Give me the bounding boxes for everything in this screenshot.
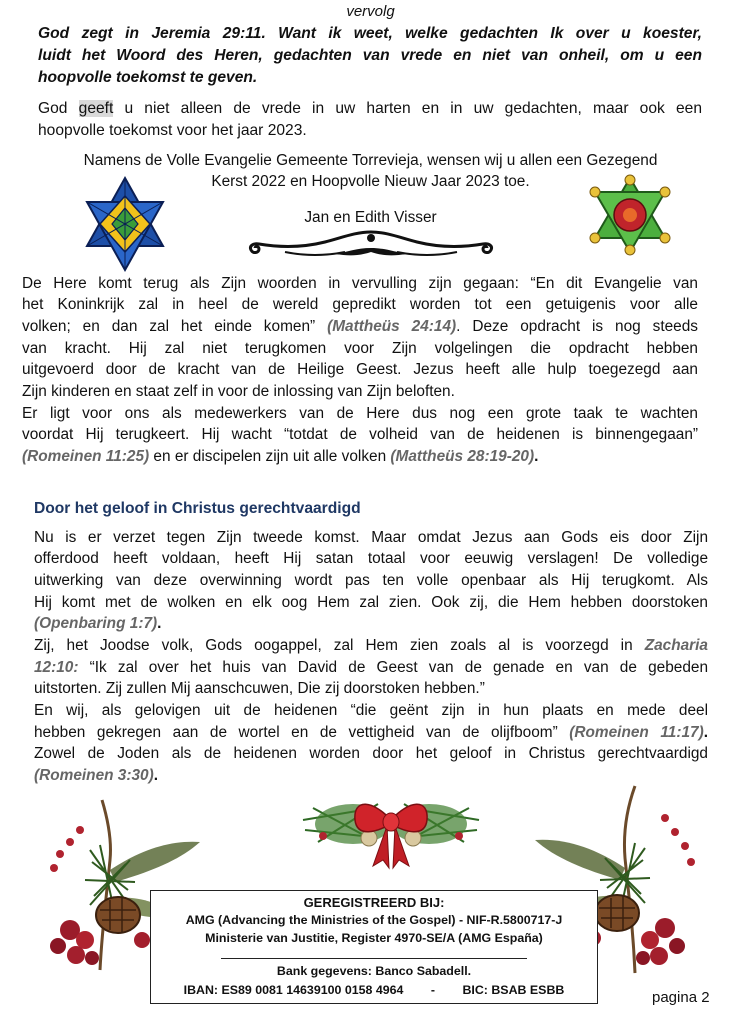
intro-line: luidt het Woord des Heren, gedachten van vrede en niet van onheil, om u een (38, 47, 702, 64)
registration-line: Ministerie van Justitie, Register 4970-SE/A (AMG España) (205, 931, 543, 945)
section2-line: Nu is er verzet tegen Zijn tweede komst. Maar omdat Jezus aan Gods eis door Zijn (34, 529, 708, 546)
intro-paragraph-line: hoopvolle toekomst voor het jaar 2023. (38, 122, 307, 139)
intro-line: hoopvolle toekomst te geven. (38, 69, 258, 86)
registration-title: GEREGISTREERD BIJ: (303, 895, 445, 910)
section2-line: uitwerking van deze overwinning wordt pas ten volle openbaar als Hij terugkomt. Als (34, 572, 708, 589)
text-run: . (157, 615, 162, 632)
text-run: . (153, 767, 159, 784)
bank-separator: - (430, 983, 435, 997)
bank-bic: BIC: BSAB ESBB (462, 983, 565, 997)
registration-line: AMG (Advancing the Ministries of the Gospel) - NIF-R.5800717-J (185, 913, 563, 927)
section2-line: Hij komt met de wolken en elk oog Hem zal zien. Ook zij, die Hem hebben doorstoken (34, 594, 708, 611)
text-run: en er discipelen zijn uit alle volken (149, 448, 391, 465)
signature: Jan en Edith Visser (304, 209, 437, 226)
text-run: “Ik zal over het huis van David de Geest van de genade en van de gebeden (78, 659, 708, 676)
section1-line (22, 447, 538, 467)
section1-line: Er ligt voor ons als medewerkers van de Here dus nog een grote taak te wachten (22, 405, 698, 422)
section2-line: En wij, als gelovigen uit de heidenen “die geënt zijn in hun plaats en mede deel (34, 702, 708, 719)
intro-line: God zegt in Jeremia 29:11. Want ik weet, welke gedachten Ik over u koester, (38, 25, 702, 42)
bible-reference: (Romeinen 11:17) (569, 724, 704, 741)
bible-reference: (Romeinen 11:25) (22, 448, 150, 465)
text-run: volken; en dan zal het einde komen” (22, 318, 328, 335)
section1-line: het Koninkrijk zal in heel de wereld gepredikt worden tot een getuigenis voor alle (22, 296, 698, 313)
bible-reference: (Openbaring 1:7) (34, 615, 158, 632)
section2-line: Zowel de Joden als de heidenen worden door het geloof in Christus gerechtvaardigd (34, 745, 708, 762)
bank-title: Bank gegevens: Banco Sabadell. (276, 964, 472, 978)
intro-paragraph-line-text: God geeft u niet alleen de vrede in uw harten en in uw gedachten, maar ook een (38, 100, 702, 117)
text-run: . (534, 448, 539, 465)
greeting-line: Namens de Volle Evangelie Gemeente Torrevieja, wensen wij u allen een Gezegend (83, 152, 658, 169)
blue-star-icon (80, 174, 170, 274)
text-run: hebben gekregen aan de wortel en de vettigheid van de olijfboom” (34, 724, 570, 741)
bible-reference: (Mattheüs 28:19-20) (390, 448, 535, 465)
section-heading: Door het geloof in Christus gerechtvaardigd (34, 500, 361, 517)
section2-line (34, 766, 158, 786)
green-star-icon (585, 174, 675, 256)
bible-reference: Zacharia (644, 637, 708, 654)
greeting-line: Kerst 2022 en Hoopvolle Nieuw Jaar 2023 toe. (211, 173, 530, 190)
section2-line: offerdood heeft voldaan, heeft Hij satan totaal voor eeuwig verslagen! De volledige (34, 550, 708, 567)
section2-line (34, 636, 708, 656)
section2-line: uitstorten. Zij zullen Mij aanschcuwen, Die zij doorstoken hebben.” (34, 680, 485, 697)
bank-details (151, 982, 597, 998)
bible-reference: (Romeinen 3:30) (34, 767, 154, 784)
page-number: pagina 2 (652, 989, 710, 1006)
bible-reference: (Mattheüs 24:14) (327, 318, 457, 335)
text-run: . (703, 724, 708, 741)
continued-label: vervolg (346, 3, 395, 20)
section1-line: Zijn kinderen en staat zelf in voor de inlossing van Zijn beloften. (22, 383, 455, 400)
text-run: Zij, het Joodse volk, Gods oogappel, zal Hem zien zoals al is voorzegd in (34, 637, 645, 654)
section2-line (34, 723, 708, 743)
flourish-ornament (245, 226, 497, 260)
christmas-bow-icon (293, 780, 489, 872)
intro-paragraph-line (38, 98, 702, 119)
box-divider (221, 958, 527, 959)
section1-line: voordat Hij terugkeert. Hij wacht “totdat de volheid van de heidenen is binnengegaan” (22, 426, 698, 443)
section1-line: van kracht. Hij zal niet terugkomen voor Zijn volgelingen die opdracht hebben (22, 340, 698, 357)
highlighted-word: geeft (78, 100, 114, 117)
text-run: . Deze opdracht is nog steeds (456, 318, 698, 335)
section2-line (34, 614, 161, 634)
bible-reference: 12:10: (34, 659, 79, 676)
section1-line: uitgevoerd door de kracht van de Heilige Geest. Jezus heeft alle hulp toegezegd aan (22, 361, 698, 378)
section1-line: De Here komt terug als Zijn woorden in vervulling zijn gegaan: “En dit Evangelie van (22, 275, 698, 292)
section1-line (22, 317, 698, 337)
registration-box (150, 890, 598, 1004)
bank-iban: IBAN: ES89 0081 14639100 0158 4964 (183, 983, 404, 997)
section2-line (34, 658, 708, 678)
